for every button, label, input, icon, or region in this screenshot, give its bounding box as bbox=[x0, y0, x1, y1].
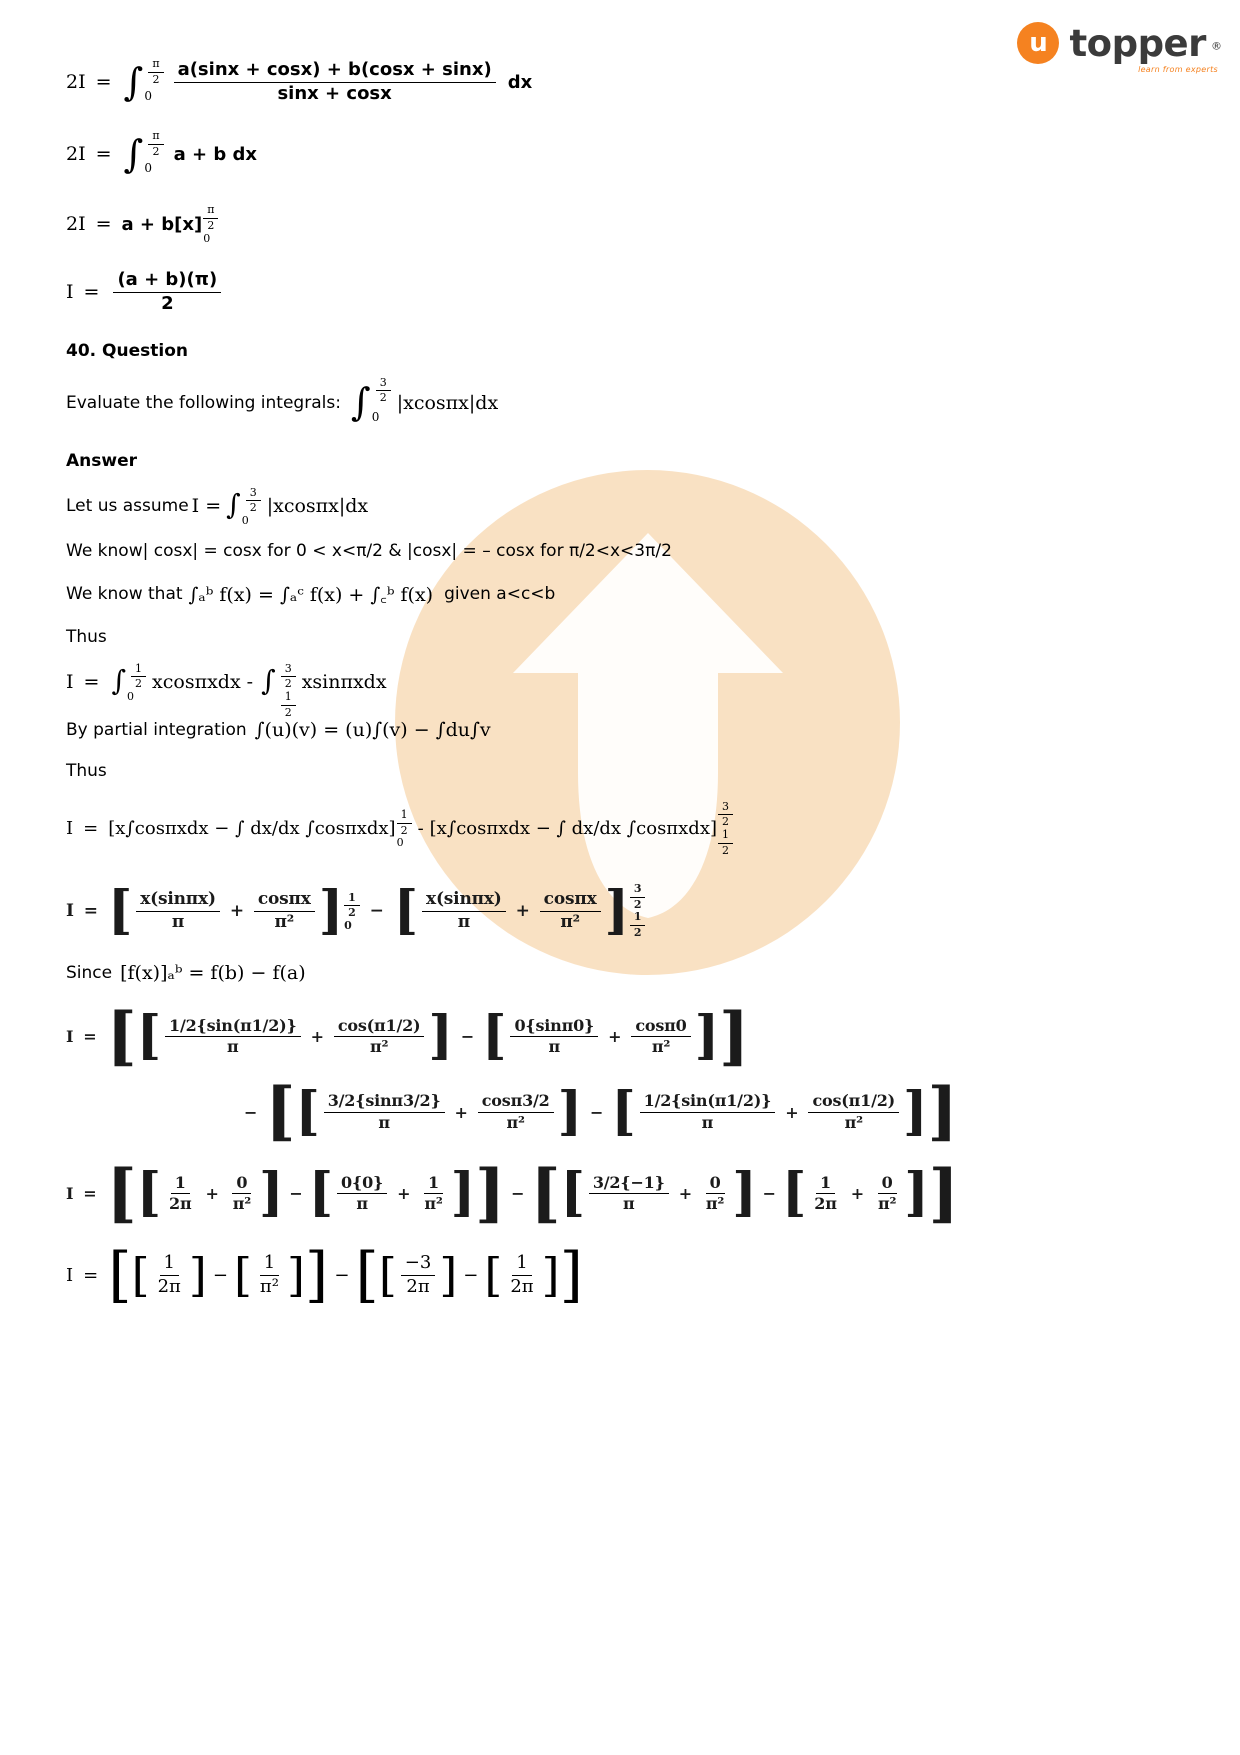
num-plus-3: + bbox=[678, 1184, 692, 1204]
answer-thus-1: Thus bbox=[66, 626, 107, 647]
final-equals: = bbox=[83, 1264, 99, 1286]
num-minus-3: − bbox=[762, 1184, 776, 1204]
final-lhs: I bbox=[66, 1264, 74, 1286]
subst2-plus-2: + bbox=[785, 1102, 799, 1122]
brand-tagline: learn from experts bbox=[1138, 64, 1218, 74]
subst1-minus-1: − bbox=[460, 1027, 475, 1046]
final-t2-den: π² bbox=[259, 1275, 279, 1297]
num-d2-num: 0 bbox=[878, 1174, 897, 1194]
equation-by-parts bbox=[66, 801, 1180, 858]
subst1-lhs: I bbox=[66, 1027, 74, 1046]
eq4-numerator: (a + b)(π) bbox=[113, 270, 221, 293]
subst2-d1-num: 1/2{sin(π1/2)} bbox=[640, 1092, 776, 1112]
q-integrand: |xcosπx|dx bbox=[396, 391, 499, 414]
eq2-upper-num: π bbox=[148, 130, 163, 145]
final-t3-num: −3 bbox=[401, 1253, 436, 1276]
equation-substitution-part2: − [ [ $\frac{3/2\{\sin\pi 3/2\}}{\pi}$ + $\frac{\cos\pi 3/2}{\text{π²}}$ ] − [ $\frac{1/2\{\sin(\pi 1/2)\}}{\pi}$ + $\frac{\cos(\pi 1/2)}{\text{π²}}$ ] ] bbox=[244, 1074, 958, 1150]
topper-mark-icon: u bbox=[1017, 22, 1059, 64]
parts-t2-upper-den: 2 bbox=[722, 815, 729, 829]
assume-body: |xcosπx|dx bbox=[266, 494, 369, 517]
final-minus-3: − bbox=[463, 1264, 479, 1286]
num-c1-num: 3/2{−1} bbox=[589, 1174, 669, 1194]
weknowthat-math: ∫ₐᵇ f(x) = ∫ₐᶜ f(x) + ∫꜀ᵇ f(x) bbox=[188, 583, 434, 606]
parts-minus: - bbox=[417, 818, 424, 840]
eq2-lhs: 2I bbox=[66, 143, 86, 166]
eval-b2-t1-num: x(sinπx) bbox=[422, 890, 506, 912]
equation-substitution-part1: I = [ [ $\frac{1/2\{\sin(\pi 1/2)\}}{\pi}$ + $\frac{\cos(\pi 1/2)}{\text{π²}}$ ] − [ $\frac{0\{\sin\pi 0\}}{\pi}$ + $\frac{\cos\pi 0}{\text{π²}}$ ] ] bbox=[66, 998, 750, 1074]
equation-2I-integral bbox=[66, 57, 1180, 104]
subst2-c2-num: cosπ3/2 bbox=[478, 1092, 554, 1112]
num-d1-num: 1 bbox=[816, 1174, 835, 1194]
assume-upper-den: 2 bbox=[249, 501, 257, 515]
subst1-b1-num: 0{sinπ0} bbox=[510, 1017, 598, 1037]
subst2-c1-num: 3/2{sinπ3/2} bbox=[324, 1092, 445, 1112]
num-b2-den: π² bbox=[424, 1194, 443, 1214]
integral-symbol: ∫ $\frac{1}{2}$ 0 bbox=[111, 667, 150, 697]
eq1-upper-num: π bbox=[148, 58, 163, 73]
subst1-a2-num: cos(π1/2) bbox=[334, 1017, 425, 1037]
equation-2I-ab bbox=[66, 129, 1180, 177]
q-lower: 0 bbox=[371, 409, 380, 424]
num-equals: = bbox=[83, 1184, 97, 1204]
assume-lower: 0 bbox=[241, 513, 249, 527]
final-t2-num: 1 bbox=[260, 1253, 279, 1276]
parts-t2-lower-den: 2 bbox=[722, 843, 729, 857]
parts-t2-lower-num: 1 bbox=[718, 829, 733, 844]
answer-assume-prefix: Let us assume bbox=[66, 495, 189, 516]
equation-antiderivative: I = [ $\frac{x(\sin\pi x)}{\pi}$ + $\frac{\cos\pi x}{\text{π²}}$ ] $\frac{1}{2}$ 0 − [ $\frac{x(\sin\pi x)}{\pi}$ + $\frac{\cos\pi x}{\text{π²}}$ ] $\frac{3}{2}$ $\frac{1}{2}$ bbox=[66, 883, 1180, 940]
eq2-upper-den: 2 bbox=[152, 145, 160, 159]
num-c1-den: π bbox=[623, 1194, 635, 1214]
parts-lhs: I bbox=[66, 818, 74, 840]
final-t3-den: 2π bbox=[406, 1275, 430, 1297]
parts-t2-upper-num: 3 bbox=[718, 801, 733, 816]
question-heading: 40. Question bbox=[66, 340, 188, 361]
parts-t1-upper-den: 2 bbox=[400, 823, 408, 837]
equation-2I-bracket bbox=[66, 204, 1180, 244]
num-minus-2: − bbox=[511, 1184, 525, 1204]
final-t1-num: 1 bbox=[160, 1253, 179, 1276]
question-prompt: Evaluate the following integrals: bbox=[66, 392, 341, 413]
final-t1-den: 2π bbox=[157, 1275, 181, 1297]
answer-weknow-line: We know| cosx| = cosx for 0 < x<π/2 & |cosx| = – cosx for π/2<x<3π/2 bbox=[66, 540, 672, 561]
subst1-a1-num: 1/2{sin(π1/2)} bbox=[165, 1017, 301, 1037]
eval-b2-t2-den: π² bbox=[560, 911, 580, 932]
split-t1-upper-num: 1 bbox=[131, 663, 146, 678]
num-a2-num: 0 bbox=[232, 1174, 251, 1194]
eval-b1-t1-den: π bbox=[171, 911, 185, 932]
integral-symbol: ∫ $\frac{3}{2}$ $\frac{1}{2}$ bbox=[261, 667, 300, 697]
subst1-plus-2: + bbox=[608, 1027, 622, 1046]
num-c2-num: 0 bbox=[706, 1174, 725, 1194]
assume-lhs: I bbox=[191, 494, 200, 517]
eq4-denominator: 2 bbox=[161, 292, 174, 314]
subst1-a1-den: π bbox=[227, 1037, 239, 1056]
answer-thus-2: Thus bbox=[66, 760, 107, 781]
subst2-plus-1: + bbox=[454, 1102, 468, 1122]
eq1-upper-den: 2 bbox=[152, 72, 160, 86]
eval-plus-1: + bbox=[229, 901, 244, 922]
num-a2-den: π² bbox=[232, 1194, 252, 1214]
answer-assume-row bbox=[66, 485, 1180, 527]
brand-logo bbox=[1017, 21, 1222, 74]
subst1-a2-den: π² bbox=[369, 1037, 389, 1056]
partial-prefix: By partial integration bbox=[66, 719, 247, 740]
equation-I-result bbox=[66, 270, 1180, 314]
eq1-numerator: a(sinx + cosx) + b(cosx + sinx) bbox=[174, 60, 496, 83]
subst2-c1-den: π bbox=[378, 1112, 390, 1132]
subst2-minus: − bbox=[244, 1102, 258, 1122]
parts-t1-upper-num: 1 bbox=[397, 809, 412, 824]
brand-name: topper bbox=[1069, 21, 1206, 65]
parts-t1-lower: 0 bbox=[396, 836, 404, 850]
eq3-lhs: 2I bbox=[66, 213, 86, 236]
answer-since-row bbox=[66, 962, 1180, 984]
parts-term2: [x∫cosπxdx − ∫ dx/dx ∫cosπxdx] bbox=[429, 818, 717, 840]
split-t2-upper-num: 3 bbox=[281, 663, 296, 678]
subst2-d2-num: cos(π1/2) bbox=[808, 1092, 899, 1112]
eval-b2-t1-den: π bbox=[457, 911, 470, 932]
split-t2-upper-den: 2 bbox=[284, 677, 292, 691]
equation-numeric: I = [ [ $\frac{1}{2\pi}$ + $\frac{0}{\text{π²}}$ ] − [ $\frac{0\{0\}}{\pi}$ + $\frac{1}{\text{π²}}$ ] ] − [ [ $\frac{3/2\{-1\}}{\pi}$ + $\frac{0}{\text{π²}}$ ] − [ $\frac{1}{2\pi}$ + $\frac{0}{\text{π²}}$ ] ] bbox=[66, 1155, 959, 1231]
num-a1-den: 2π bbox=[169, 1194, 192, 1214]
partial-math: ∫(u)(v) = (u)∫(v) − ∫du∫v bbox=[254, 718, 491, 741]
subst2-c2-den: π² bbox=[506, 1112, 525, 1132]
q-upper-den: 2 bbox=[379, 391, 387, 405]
question-prompt-row bbox=[66, 375, 1180, 425]
num-b1-num: 0{0} bbox=[337, 1174, 387, 1194]
num-c2-den: π² bbox=[705, 1194, 725, 1214]
eq4-equals: = bbox=[83, 281, 100, 304]
eval-lhs: I bbox=[66, 901, 74, 922]
num-b1-den: π bbox=[356, 1194, 368, 1214]
subst2-d2-den: π² bbox=[844, 1112, 863, 1132]
subst1-b2-num: cosπ0 bbox=[631, 1017, 690, 1037]
parts-term1: [x∫cosπxdx − ∫ dx/dx ∫cosπxdx] bbox=[108, 818, 396, 840]
subst1-b1-den: π bbox=[548, 1037, 561, 1056]
eq1-lower: 0 bbox=[144, 89, 152, 104]
num-b2-num: 1 bbox=[424, 1174, 443, 1194]
eq1-denominator: sinx + cosx bbox=[277, 82, 392, 104]
eq3-equals: = bbox=[95, 213, 112, 236]
eq1-lhs: 2I bbox=[66, 71, 86, 94]
equation-final: I = [ [ $\frac{1}{2\pi}$ ] − [ $\frac{1}{\text{π²}}$ ] ] − [ [ $\frac{-3}{2\pi}$ ] − [ $\frac{1}{2\pi}$ ] ] bbox=[66, 1240, 583, 1311]
split-t1-body: xcosπxdx bbox=[152, 670, 241, 693]
eq3-upper-den: 2 bbox=[207, 219, 215, 233]
num-minus-1: − bbox=[289, 1184, 303, 1204]
num-plus-1: + bbox=[205, 1184, 219, 1204]
parts-equals: = bbox=[83, 818, 99, 840]
eval-minus: − bbox=[369, 901, 384, 922]
eval-b2-upper-num: 3 bbox=[630, 883, 645, 898]
subst2-d1-den: π bbox=[701, 1112, 714, 1132]
final-minus-2: − bbox=[334, 1264, 350, 1286]
answer-weknowthat-row bbox=[66, 581, 1180, 607]
eq3-body: a + b[x] bbox=[121, 213, 203, 235]
split-t1-upper-den: 2 bbox=[135, 677, 143, 691]
since-math: [f(x)]ₐᵇ = f(b) − f(a) bbox=[120, 961, 306, 984]
subst1-b2-den: π² bbox=[651, 1037, 671, 1056]
split-equals: = bbox=[83, 670, 100, 693]
weknowthat-suffix: given a<c<b bbox=[444, 583, 556, 604]
assume-upper-num: 3 bbox=[246, 487, 261, 502]
eval-b1-upper-num: 1 bbox=[344, 892, 359, 907]
split-lhs: I bbox=[66, 670, 74, 693]
eval-b2-upper-den: 2 bbox=[633, 897, 642, 911]
eq1-dx: dx bbox=[507, 71, 533, 93]
registered-mark: ® bbox=[1211, 39, 1222, 53]
integral-symbol: ∫ $\frac{3}{2}$ 0 bbox=[226, 491, 265, 521]
eq1-equals: = bbox=[95, 71, 112, 94]
integral-symbol: ∫ $\frac{\pi}{2}$ 0 bbox=[124, 62, 168, 102]
assume-equals: = bbox=[205, 494, 222, 517]
eval-b1-lower: 0 bbox=[344, 918, 352, 932]
eval-b2-lower-num: 1 bbox=[630, 911, 645, 926]
eval-b1-t2-den: π² bbox=[274, 911, 295, 932]
weknowthat-prefix: We know that bbox=[66, 583, 183, 604]
eq4-lhs: I bbox=[66, 281, 74, 304]
answer-heading: Answer bbox=[66, 450, 137, 471]
eq2-body: a + b dx bbox=[173, 143, 257, 165]
num-d2-den: π² bbox=[877, 1194, 897, 1214]
answer-partial-row bbox=[66, 719, 1180, 741]
eq2-lower: 0 bbox=[144, 161, 152, 176]
eval-b2-t2-num: cosπx bbox=[540, 890, 601, 912]
split-t1-lower: 0 bbox=[127, 689, 135, 703]
integral-symbol: ∫ $\frac{3}{2}$ 0 bbox=[351, 383, 395, 423]
num-plus-2: + bbox=[397, 1184, 411, 1204]
num-plus-4: + bbox=[850, 1184, 864, 1204]
split-t2-lower-den: 2 bbox=[284, 705, 292, 719]
equation-split-integrals bbox=[66, 661, 1180, 719]
num-lhs: I bbox=[66, 1184, 74, 1204]
integral-symbol: ∫ $\frac{\pi}{2}$ 0 bbox=[124, 134, 168, 174]
split-t2-body: xsinπxdx bbox=[301, 670, 387, 693]
eq2-equals: = bbox=[95, 143, 112, 166]
final-t4-den: 2π bbox=[510, 1275, 534, 1297]
eval-b2-lower-den: 2 bbox=[633, 926, 642, 940]
final-t4-num: 1 bbox=[512, 1253, 531, 1276]
eval-b1-upper-den: 2 bbox=[348, 906, 356, 920]
eval-plus-2: + bbox=[515, 901, 530, 922]
split-t2-lower-num: 1 bbox=[281, 691, 296, 706]
final-minus-1: − bbox=[212, 1264, 228, 1286]
eval-b1-t2-num: cosπx bbox=[254, 890, 315, 912]
eq3-upper-num: π bbox=[203, 204, 218, 219]
since-prefix: Since bbox=[66, 962, 113, 983]
split-minus: - bbox=[246, 670, 254, 693]
num-d1-den: 2π bbox=[814, 1194, 837, 1214]
subst2-minus-2: − bbox=[590, 1102, 604, 1122]
eq3-lower: 0 bbox=[203, 231, 211, 245]
subst1-equals: = bbox=[83, 1027, 97, 1046]
eval-b1-t1-num: x(sinπx) bbox=[136, 890, 220, 912]
subst1-plus-1: + bbox=[310, 1027, 324, 1046]
eval-equals: = bbox=[83, 901, 98, 922]
q-upper-num: 3 bbox=[376, 377, 391, 392]
num-a1-num: 1 bbox=[171, 1174, 190, 1194]
